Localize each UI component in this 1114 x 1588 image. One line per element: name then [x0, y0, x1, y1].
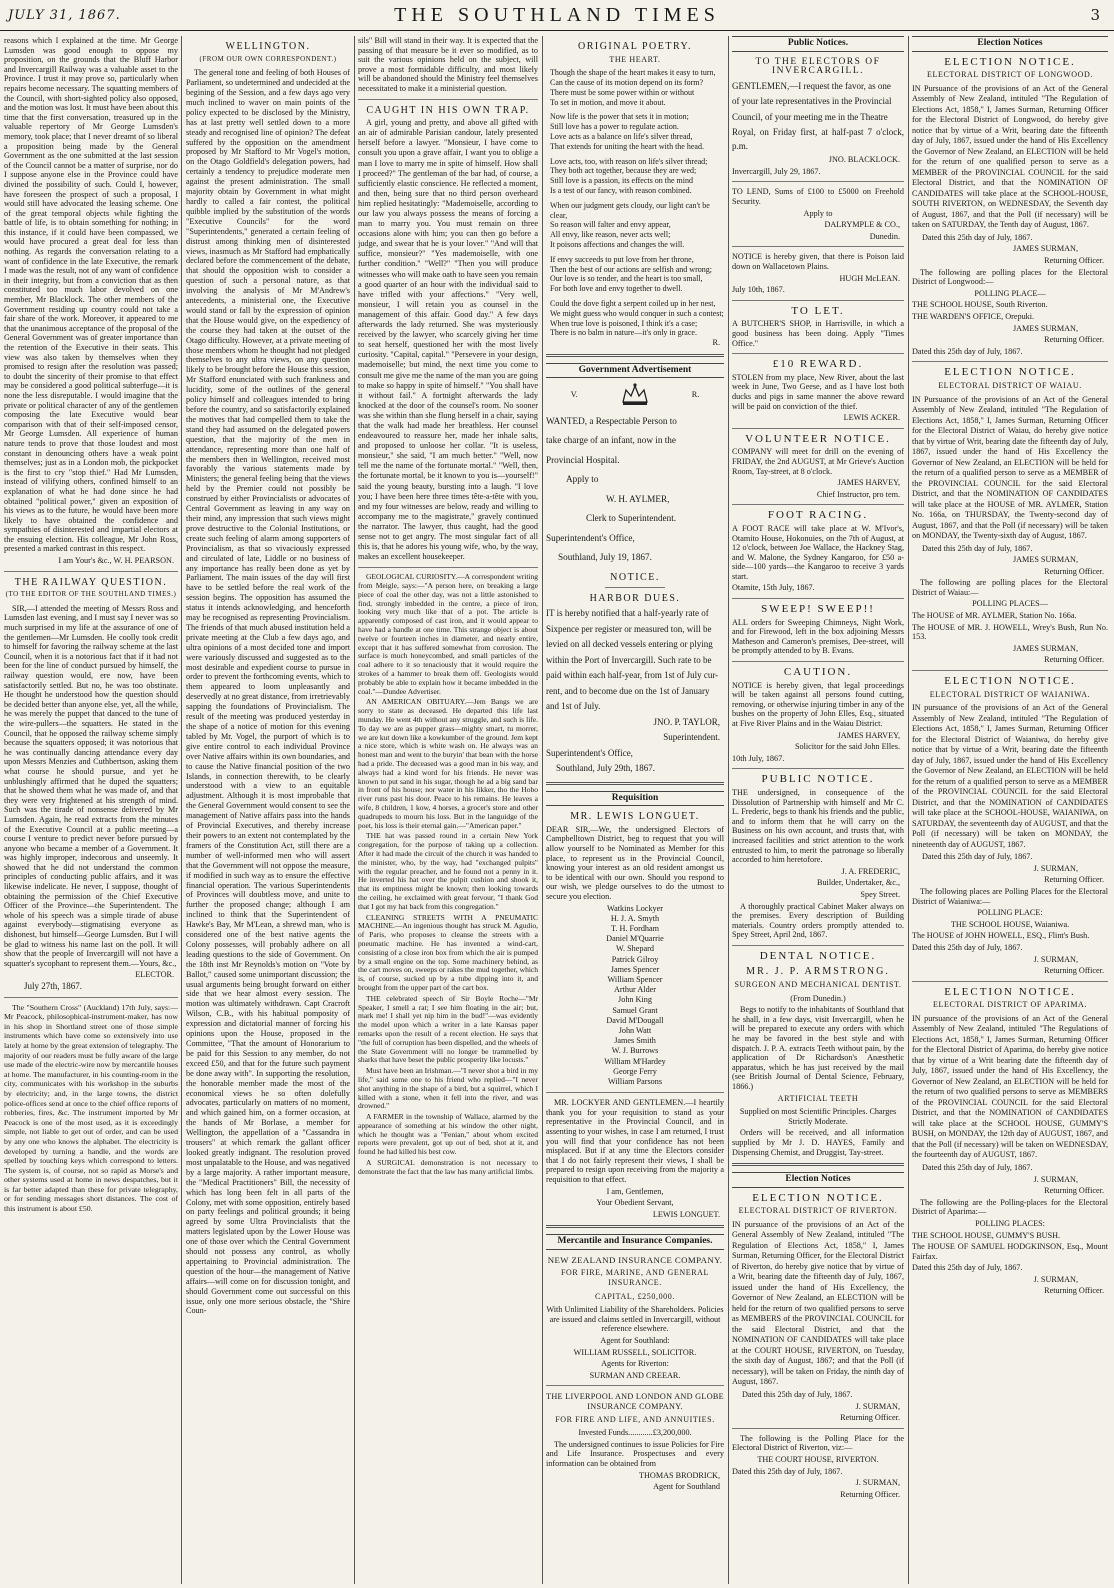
poem-line: When true love is poisoned, I think it's a case; — [550, 318, 698, 328]
notice-heading: NOTICE. — [610, 571, 660, 583]
column-3 — [358, 36, 538, 1584]
poem-line: So reason will falter and envy appear, — [550, 220, 671, 230]
waiau-date: Dated this 25th day of July, 1867. — [922, 543, 1033, 553]
waiau-subheading: ELECTORAL DISTRICT OF WAIAU. — [938, 380, 1082, 390]
requisition-band: Requisition — [546, 791, 724, 807]
signatory-name: T. H. Fordham — [610, 923, 660, 933]
crown-emblem-icon — [620, 382, 650, 409]
letter-pearson: reasons which I explained at the time. Mr George Lumsden was good enough to oppose my proposition, on the grounds that the Bluff Harbor and Invercargill Railway was a valuable asset to the Province. I trust it may prove so, particularly when repairs become necessary. The squatting members of the Council, with short-sighted policy also opposed, and the motion was lost. It must have been about this time that the first conversation, treasured up in the valuable repertory of Mr George Lumsden's memory, took place; that I never dreamt of so liberal a proposition being made by the General Government as the one submitted at the last session of the Council cannot be a matter of surprise, nor do I suppose anyone else in the Province could have divined the possibility of such. Could I, however, have foreseen the prospect of such a proposal, I would still have advocated the leasing scheme. One of the great temporal objects while fighting the battle of life, is to obtain something for nothing; in this instance, if it could have been compassed, we would have procured a great deal for less than nothing. As regards the conversation relating to a want of confidence in the late Executive, the remark I made was the result, not of any want of confidence in their integrity, but from a conviction that as then constituted too much labor devolved on one member, Mr Blacklock. The other members of the Government residing up country could not take a fair share of the work. Moreover, it appeared to me that the unanimous acceptance of the proposal of the General Government was of greater importance than the retention of the Executive in their seats. This view was also taken by themselves when they promised to resign after the resolution was passed; to doubt the sincerity of their promise to that effect may be considered a good political subterfuge—it is none the less disreputable. I would imagine that the private or political character of any of the gentlemen composing the late Executive would bear comparison with that of their self-imposed censor, Mr George Lumsden. All experience of human nature tends to prove that those loudest and most constant in denouncing others have a weak point themselves; just as in a London mob, the pickpocket is the first to cry "stop thief." Had Mr Lumsden, instead of vilifying others, confined himself to an explanation of what he had done since he had obtained "political power," given an exposition of his views as to the future, he would have been more likely to have obtained the confidence and sympathies of disinterested and impartial electors at the ensuing election. His colleague, Mr John Ross, presented a marked contrast in this respect. — [4, 36, 178, 554]
waianiwa-heading: ELECTION NOTICE. — [944, 675, 1076, 688]
wanted-line: WANTED, a Respectable Person to — [546, 415, 677, 426]
trap-story: A girl, young and pretty, and above all gifted with an air of admirable Parisian candour, lately presented herself before a lawyer. "Monsieur, I have come to consult you upon a grave affair, I want you to oblige a man I love to marry me in spite of himself. How shall I proceed?" The gentleman of the bar had, of course, a sufficiently elastic conscience. He reflected a moment, and then, being sure that no third person overheard him replied hesitatingly: "Mademoiselle, according to our law you always possess the means of forcing a man to marry you. You must remain on three occasions alone with him; you can then go before a judge, and swear that he is your lover." "And will that suffice, monsieur?" "Yes mademoiselle, with one further condition." "Well?" "Then you will produce witnesses who will make oath to have seen you remain a good quarter of an hour with the individual said to have trifled with your affections." "Very well, monsieur, I will retain you as counsel in the management of this affair. Good day." A few days afterwards the lady returned. She was mysteriously received by the lawyer, who scarcely giving her time to seat herself, questioned her with the most lively curiosity. "Capital, capital." "Persevere in your design, mademoiselle; but mind, the next time you come to consult me give me the name of the man you are going to make so happy in spite of himself." "You shall have it without fail." A fortnight afterwards the lady knocked at the door of the counsel's room. No sooner was she within than she flung herself in a chair, saying that the walk had made her breathless. Her counsel endeavoured to reassure her, made her inhale salts, and proposed to unloose her collar. "It is useless, monsieur," she said, "I am much better." "Well, now tell me the name of the fortunate mortal." "Well, then, the fortunate mortal, be it known to you is—yourself!" said the young beauty, bursting into a laugh. "I love you; I have been here three times tête-a-tête with you, and my four witnesses are below, ready and willing to accompany me to the magistrate," gravely continued the narrator. The lawyer, thus caught, had the good sense not to get angry. The most singular fact of all this is, that he adores his young wife, who, by the way, makes an excellent housekeeper. — [358, 118, 538, 562]
election-notices-band: Election Notices — [732, 1172, 904, 1188]
riverton-heading: ELECTION NOTICE. — [752, 1191, 884, 1204]
poem-line: That extends for uniting the heart with the head. — [550, 141, 704, 151]
artificial-teeth-sub: Supplied on most Scientific Principles. Charges Strictly Moderate. — [739, 1107, 897, 1126]
wanted-signature: Clerk to Superintendent. — [586, 513, 677, 524]
southern-cross-article: The "Southern Cross" (Auckland) 17th July, says:—Mr Peacock, philosophical-instrument-maker, has now in his shop in Shortland street one of those simple instruments which have come so extensively into use lately at home by the great extension of telegraphy. The majority of our readers must be fully aware of the large use made of the electric-wire now by mercantile houses at home. The manufacturer, in his counting-room in the city, communicates with his workshop in the suburbs by electricity; and, in the large towns, the district police-offices send at once to the chief office reports of robberies, fires, &c. The instrument imported by Mr Peacock is one of the most used, as it is exceedingly simple, not liable to get out of order, and can be used by any one who knows the alphabet. The electricity is developed by turning a handle, and the words are spelled by touching keys which correspond to letters. The system is, of course, not so rapid as Morse's and other systems used at home in news despatches, but it is far better adapted than these for private telegraphy, or for sending messages short distances. The cost of this instrument is about £50. — [4, 1002, 178, 1214]
volunteer-title: Chief Instructor, pro tem. — [816, 489, 900, 499]
artificial-teeth-heading: ARTIFICIAL TEETH — [777, 1093, 859, 1103]
poem-line: Is a test of our fancy, with reason combined. — [550, 185, 692, 195]
waianiwa-date: Dated this 25th day of July, 1867. — [922, 852, 1033, 862]
riverton-poll-title: Returning Officer. — [840, 1489, 900, 1499]
poison-signature: HUGH McLEAN. — [839, 273, 900, 283]
signatory-name: John King — [618, 995, 652, 1005]
sweep-body: ALL orders for Sweeping Chimneys, Night Work, and for Firewood, left in the box adjoining Messrs Matheson and Cameron's premises, Dee-street, will be promptly attended to by B. Evans. — [732, 617, 904, 656]
column-rule — [354, 36, 355, 1584]
aparima-poll-heading: POLLING PLACES: — [975, 1218, 1045, 1228]
riverton-date: Dated this 25th day of July, 1867. — [742, 1389, 853, 1399]
public-notice-body: THE undersigned, in consequence of the Dissolution of Partnership with himself and Mr C. L. Frederic, begs to thank his friends and the public, and to inform them that he will carry on the Business on his own account, and trusts that, with increased facilities and strict attention to the work entrusted to him, to merit the patronage so liberally accorded to him heretofore. — [732, 787, 904, 865]
blacklock-line: of your late representatives in the Provincial — [732, 96, 892, 107]
harbor-dues-heading: HARBOR DUES. — [589, 593, 681, 605]
wallace-farmer: A FARMER in the township of Wallace, alarmed by the appearance of something at his window the other night, which he thought was a "Fenian," about whom excited reports were prevalent, got up out of bed, shot at it, and found he had killed his best cow. — [358, 1112, 538, 1157]
signatory-name: W. Shepard — [616, 944, 654, 954]
reward-heading: £10 REWARD. — [772, 358, 864, 371]
nz-agent: Agents for Riverton: — [601, 1359, 669, 1369]
waiau-body: IN Pursuance of the provisions of an Act of the General Assembly of New Zealand, intituled "The Regulation of Elections Act, 1858," I, James Surman, Returning Officer for the Electoral District of Waiau, do hereby give notice that by virtue of Writ, bearing date the fifteenth day of July, 1867, issued under the hand of His Excellency the Governor of New Zealand, an ELECTION will be held for the return of a qualified person to serve as a MEMBER of the PROVINCIAL COUNCIL for the said Electoral District, and that the NOMINATION OF CANDIDATES will take place at the HOUSE of MR. AYLMER, Station No. 166a, on THURSDAY, the Twenty-second day of August, 1867, and that the Poll (if necessary) will be taken on MONDAY, the Twenty-sixth day of August, 1867. — [912, 394, 1108, 540]
reward-body: STOLEN from my place, New River, about the last week in June, Two Geese, and as I have lost both ducks and pigs in same manner the above reward will be paid on conviction of the thief. — [732, 372, 904, 411]
poem-line: Now life is the power that sets it in motion; — [550, 112, 689, 122]
signatory-name: John Watt — [618, 1025, 652, 1035]
liverpool-signature-title: Agent for Southland — [653, 1482, 720, 1492]
sweep-heading: SWEEP! SWEEP!! — [761, 603, 875, 616]
signatory-name: James Spencer — [610, 964, 660, 974]
railway-date: July 27th, 1867. — [24, 981, 83, 991]
waiau-poll-signature: JAMES SURMAN, — [1012, 643, 1078, 653]
aparima-heading: ELECTION NOTICE. — [944, 985, 1076, 998]
railway-letter: SIR,—I attended the meeting of Messrs Ross and Lumsden last evening, and I must say I never was so much surprised in my life at the assurance of one of the gentlemen—Mr Lumsden. He coolly took credit to himself for favoring the railway scheme at the last Council, when it is a notorious fact that if it had not been for the line of conduct pursued by himself, the railway question would, ere now, have been satisfactorily settled. But no, he was too obstinate. He thought he understood how the question should be decided better than anyone else, yet, all the while, he was merely the puppet that danced to the tune of the wire-pullers—the squatters. He stated in the Council, that he opposed the railway scheme simply because the squatters opposed; it was notorious that he was continually dancing attendance every day upon Messrs Menzies and Cuthbertson, asking them what course he should pursue, and yet he unblushingly affirmed that he duped the squatters; that he showed them what he was made of, and that they were very frightened at his strength of mind. Such was the tirade of nonsense delivered by Mr Lumsden. Again, he read extracts from the minutes of the Executive Council at a public meeting—a course I venture to predict never before pursued by anyone who became a member of a Government. It was highly improper, indecorous and unseemly. It showed that he did not understand the common principles of conducting public affairs, and it was likewise indelicate. He never, I suppose, thought of obtaining the permission of the Chief Executive Officer of the Province—the Superintendent. The whole of his speech was a simple tirade of abuse against everybody—stigmatising everyone as dishonest, but himself—George Lumsden. But I will be glad to witness his name last on the poll. It will show that the people of Invercargill will not have a squatter's sycophant to represent them.—Yours, &c., — [4, 603, 178, 968]
poem-line: Still love is a passion, its effects on the mind — [550, 176, 693, 186]
dental-title: SURGEON AND MECHANICAL DENTIST. — [734, 980, 902, 990]
signatories-list — [546, 904, 724, 1088]
artificial-teeth-body: Orders will be received, and all information supplied by Mr J. D. HAYES, Family and Dispensing Chemist, and Druggist, Tay-street. — [732, 1128, 904, 1157]
to-let-body: A BUTCHER'S SHOP, in Harrisville, in which a good business has been doing. Apply "Times Office." — [732, 319, 904, 348]
caution-heading: CAUTION. — [783, 666, 853, 679]
poem-line: Love acts, too, with reason on life's silver thread; — [550, 156, 708, 166]
blacklock-date: Invercargill, July 29, 1867. — [732, 166, 821, 176]
harbor-line: rent, and to become due on the 1st of January — [546, 685, 710, 696]
volunteer-heading: VOLUNTEER NOTICE. — [745, 432, 891, 445]
wellington-continued: sils" Bill will stand in their way. It is expected that the passing of that measure be it ever so modified, as to suit the various opinions held on the subject, will prove a most formidable difficulty, and most likely will be abandoned should the Ministry feel themselves necessitated to make it a ministerial question. — [358, 36, 538, 93]
signatory-name: William Parsons — [607, 1076, 663, 1086]
signatory-name: Daniel M'Quarrie — [606, 934, 664, 944]
poem-body — [546, 68, 724, 338]
longwood-signature: JAMES SURMAN, — [1012, 244, 1078, 254]
harbor-date: Southland, July 29th, 1867. — [556, 763, 656, 774]
aparima-signature: J. SURMAN, — [1033, 1174, 1078, 1184]
waianiwa-poll-date: Dated this 25th day of July, 1867. — [912, 942, 1023, 952]
waiau-poll-title: Returning Officer. — [1044, 655, 1104, 665]
waianiwa-poll-place: THE SCHOOL HOUSE, Waianiwa. — [950, 919, 1070, 929]
mercantile-band: Mercantile and Insurance Companies. — [546, 1234, 724, 1250]
signatory-name: William M'Hardey — [604, 1056, 666, 1066]
wanted-line: take charge of an infant, now in the — [546, 435, 676, 446]
longwood-body: IN Pursuance of the provisions of an Act of the General Assembly of New Zealand, intituled "The Regulation of Elections Act, 1858," I, James Surman, Returning Officer for the Electoral District of Longwood, do hereby give notice that by virtue of a Writ, bearing date the fifteenth day of July, 1867, issued under the hand of His Excellency the Governor of New Zealand, an ELECTION will be held for the return of one qualified person to serve as a MEMBER of the PROVINCIAL COUNCIL for the said Electoral District, and that the NOMINATION OF CANDIDATES will take place at the SCHOOL-HOUSE, SOUTH RIVERTON, on WEDNESDAY, the Seventh day of August, 1867, and that the Poll (if necessary) will be taken on SATURDAY, the Tenth day of August, 1867. — [912, 83, 1108, 230]
poem-line: Still love has a power to regulate action. — [550, 122, 679, 132]
election-notices-band: Election Notices — [912, 36, 1108, 52]
newspaper-title: THE SOUTHLAND TIMES — [394, 4, 720, 26]
aparima-poll-date: Dated this 25th day of July, 1867. — [912, 1263, 1023, 1273]
longwood-date: Dated this 25th day of July, 1867. — [922, 232, 1033, 242]
longwood-poll-place: THE WARDEN'S OFFICE, Orepuki. — [912, 311, 1035, 321]
waianiwa-poll-signature: J. SURMAN, — [1033, 954, 1078, 964]
harbor-line: IT is hereby notified that a half-yearly rate of — [546, 608, 709, 619]
waianiwa-poll: The following places are Polling Places for the Electoral District of Waianiwa:— — [912, 887, 1108, 906]
column-4 — [546, 36, 724, 1584]
poem-line: If envy succeeds to put love from her throne, — [550, 254, 694, 264]
riverton-poll-date: Dated this 25th day of July, 1867. — [732, 1466, 843, 1476]
poem-line: They both act together, because they are wed; — [550, 166, 697, 176]
longuet-reply-signature: LEWIS LONGUET. — [652, 1209, 720, 1219]
harbor-line: paid within each half-year, from 1st of July cur- — [546, 670, 719, 681]
nz-insurance-heading: NEW ZEALAND INSURANCE COMPANY. — [547, 1254, 723, 1265]
poison-date: July 10th, 1867. — [732, 285, 785, 295]
column-rule — [728, 36, 729, 1584]
poem-line: There must be some power within or without — [550, 87, 695, 97]
waianiwa-subheading: ELECTORAL DISTRICT OF WAIANIWA. — [929, 689, 1091, 699]
aparima-poll: The following are the Polling-places for the Electoral District of Aparima:— — [912, 1197, 1108, 1217]
waianiwa-poll-title: Returning Officer. — [1044, 966, 1104, 976]
longuet-requisition: DEAR SIR,—We, the undersigned Electors of Campbelltown District, beg to request that you will allow yourself to be Nominated as Member for this place, to represent us in the Provincial Council, knowing your interest as an old resident amongst us to be identical with our own. Should you respond to our wish, we pledge ourselves to do the utmost to secure you election. — [546, 824, 724, 901]
longuet-reply: MR. LOCKYER AND GENTLEMEN.—I heartily thank you for your requisition to stand as your representative in the Provincial Council, and in assenting to your wishes, in case I am returned, I trust you will find that your confidence has not been misplaced. But if at any time the Electors consider that I do not fairly represent their views, I shall be prepared to resign upon receiving from the majority a requisition to that effect. — [546, 1098, 724, 1184]
aparima-poll-title: Returning Officer. — [1044, 1286, 1104, 1296]
wanted-line: Apply to — [566, 474, 599, 485]
signatory-name: Watkins Lockyer — [607, 903, 663, 913]
signatory-name: W. J. Burrows — [611, 1046, 659, 1056]
poem-line: We might guess who would conquer in such a contest; — [550, 308, 724, 318]
poem-line: It poisons affections and changes the will. — [550, 239, 685, 249]
harbor-signature-title: Superintendent. — [663, 732, 720, 743]
nz-insurance-sub: FOR FIRE, MARINE, AND GENERAL INSURANCE. — [560, 1268, 710, 1288]
dental-name: MR. J. P. ARMSTRONG. — [746, 966, 890, 978]
poem-line: Can the cause of its motion depend on its form? — [550, 77, 704, 87]
aparima-date: Dated this 25th day of July, 1867. — [922, 1162, 1033, 1172]
riverton-title: Returning Officer. — [840, 1413, 900, 1423]
frederic-title: Builder, Undertaker, &c., — [816, 878, 900, 888]
railway-signature: ELECTOR. — [135, 970, 174, 980]
poem-line: Our love is so tender, and the heart is too small, — [550, 274, 703, 284]
waiau-heading: ELECTION NOTICE. — [944, 366, 1076, 379]
blacklock-line: Council, of your meeting me in the Theatre — [732, 111, 888, 122]
poem-line: For both love and envy together to dwell. — [550, 284, 683, 294]
wanted-date: Southland, July 19, 1867. — [558, 552, 652, 563]
harbor-line: Sixpence per register or measured ton, will be — [546, 623, 712, 634]
to-lend-apply: Apply to — [803, 208, 833, 218]
wanted-line: Provincial Hospital. — [546, 454, 620, 465]
signatory-name: David M'Dougall — [606, 1015, 664, 1025]
column-rule — [181, 36, 182, 1584]
waianiwa-poll-place: The HOUSE of JOHN HOWELL, ESQ., Flint's Bush. — [912, 931, 1090, 941]
column-rule — [542, 36, 543, 1584]
harbor-signature: JNO. P. TAYLOR, — [653, 716, 720, 727]
signatory-name: William Spencer — [607, 974, 663, 984]
to-let-heading: TO LET. — [791, 304, 845, 317]
column-5 — [732, 36, 904, 1584]
signatory-name: James Smith — [614, 1036, 656, 1046]
riverton-body: IN pursuance of the provisions of an Act of the General Assembly of New Zealand, intituled "The Regulation of Elections Act, 1858," I, James Surman, Returning Officer, for the Electoral District of Riverton, do hereby give notice that by virtue of a Writ, bearing date the fifteenth day of July, 1867, issued under the hand of His Excellency, the Governor of New Zealand, an ELECTION will be held for the return of two qualified persons to serve as MEMBERS of the PROVINCIAL COUNCIL for the said Electoral District, and that the NOMINATION OF CANDIDATES will take place at the COURT HOUSE, RIVERTON, on Tuesday, the sixth day of August, 1867; and that the Poll (if necessary), will be taken on Friday, the ninth day of August, 1867. — [732, 1219, 904, 1387]
signatory-name: George Ferry — [613, 1066, 657, 1076]
boyle-roche: THE celebrated speech of Sir Boyle Roche—"Mr Speaker, I smell a rat; I see him floating in the air; but, mark me! I shall yet nip him in the bud!"—was evidently the model upon which a writer in a late Kansas paper remarks upon the result of a recent election. He says that "the full of corruption has been dispelled, and the wheels of the State Government will no longer be trammelled by sharks that have beset the public prosperity like locusts." — [358, 993, 538, 1065]
wanted-office: Superintendent's Office, — [546, 532, 635, 543]
to-lend: TO LEND, Sums of £100 to £5000 on Freehold Security. — [732, 187, 904, 207]
page-number: 3 — [1090, 6, 1100, 24]
poem-line: To set in motion, and move it about. — [550, 97, 666, 107]
dental-body: Begs to notify to the inhabitants of Southland that he shall, in a few days, visit Invercargill, when he will be prepared to execute any orders with which he may be favored in the best style and with dispatch. J. P. A. extracts Teeth without pain, by the application of Dr Richardson's Anæsthetic apparatus, which he has just received by the mail (see British Journal of Dental Science, February, 1866.) — [732, 1005, 904, 1091]
railway-subheading: (TO THE EDITOR OF THE SOUTHLAND TIMES.) — [5, 590, 177, 599]
liverpool-funds: Invested Funds............£3,200,000. — [578, 1428, 692, 1438]
american-obituary: AN AMERICAN OBITUARY.—Jem Bangs we are sorry to state as deceased. He departed this life last munday. He went 4th without any struggle, and such is life. To day we are as pupper grass—mighty smart, tu morrer, we are kut down like a kowkumber of the ground. Jem kept a nice store, which is white wash on. He always was an honest man and went to the buryin' that bean with the horse had a pride. The deceased was a good man in his way, and always had a kind word for his friends. He never was known to put sand in his sugar, though he ad a big sand bar in front of his house; nor water in his likker, tho the Hobo river runs past his door. Peace to his remains. He leaves a wife, 8 children, 1 kow, 4 horses, a grocer's store and other quadrupeds to mourn his loss. But in the languidge of the poet, his loss is their eternal gain.—"American paper." — [358, 697, 538, 830]
poem-line: Though the shape of the heart makes it easy to turn, — [550, 68, 716, 78]
poem-line: Could the dove fight a serpent coiled up in her nest, — [550, 298, 716, 308]
cypher-r: R. — [691, 390, 700, 400]
waianiwa-signature: J. SURMAN, — [1033, 863, 1078, 873]
waiau-poll-place: The HOUSE of MR. AYLMER, Station No. 166a. — [912, 611, 1077, 621]
aparima-poll-place: The HOUSE OF SAMUEL HODGKINSON, Esq., Mount Fairfax. — [912, 1242, 1108, 1261]
poem-line: Love acts as a balance on life's silver thread, — [550, 131, 693, 141]
poem-line: All envy, like reason, never acts well; — [550, 230, 671, 240]
signatory-name: Patrick Gilroy — [611, 954, 659, 964]
surgical-demonstration: A SURGICAL demonstration is not necessary to demonstrate the fact that the law has many artificial limbs. — [358, 1158, 538, 1176]
aparima-poll-signature: J. SURMAN, — [1033, 1274, 1078, 1284]
harbor-line: levied on all decked vessels entering or plying — [546, 639, 713, 650]
wellington-heading: WELLINGTON. — [225, 41, 311, 52]
waiau-poll: The following are polling places for the Electoral District of Waiau:— — [912, 578, 1108, 597]
liverpool-heading: THE LIVERPOOL AND LONDON AND GLOBE INSURANCE COMPANY. — [546, 1392, 724, 1412]
cypher-v: V. — [570, 390, 578, 400]
hat-collection: THE hat was passed round in a certain New York congregation, for the purpose of taking up a collection. After it had made the circuit of the church it was handed to the minister, who, by the way, had "exchanged pulpits" with the regular preacher, and he found not a penny in it. He inverted his hat over the pulpit cushion and shook it, that its emptiness might be known; then looking towards the ceiling, he exclaimed with great fervour, "I thank God that I got my hat back from this congregation." — [358, 831, 538, 911]
aparima-title: Returning Officer. — [1044, 1186, 1104, 1196]
aparima-poll-place: THE SCHOOL HOUSE, GUMMY'S BUSH. — [912, 1230, 1061, 1240]
poison-notice: NOTICE is hereby given, that there is Poison laid down on Wallacetown Plains. — [732, 252, 904, 272]
caution-title: Solicitor for the said John Elles. — [794, 742, 900, 752]
poetry-heading: ORIGINAL POETRY. — [577, 41, 692, 52]
to-lend-place: Dunedin. — [869, 231, 900, 241]
foot-racing-date: Otamite, 15th July, 1867. — [732, 583, 815, 593]
volunteer-signature: JAMES HARVEY, — [837, 478, 900, 488]
signatory-name: H. J. A. Smyth — [610, 913, 660, 923]
foot-racing-body: A FOOT RACE will take place at W. M'Ivor's, Otamito House, Hokonuies, on the 7th of August, at 12 o'clock, between Joe Wallace, the Hackney Stag, and W. Malone, the Sydney Kangaroo, for £50 a-side—100 yards—the Kangaroo to receive 3 yards start. — [732, 523, 904, 581]
volunteer-body: COMPANY will meet for drill on the evening of FRIDAY, the 2nd AUGUST, at Mr Grieve's Auction Room, Tay-street, at 8 o'clock. — [732, 447, 904, 476]
blacklock-line: Royal, on Friday first, at half-past 7 o'clock, p.m. — [732, 127, 904, 151]
longwood-heading: ELECTION NOTICE. — [944, 55, 1076, 68]
longwood-poll-place: THE SCHOOL HOUSE, South Riverton. — [912, 300, 1048, 310]
longuet-reply-closing: I am, Gentlemen, — [606, 1186, 664, 1196]
poem-signature: R. — [712, 338, 720, 348]
column-rule — [908, 36, 909, 1584]
nz-insurance-body: With Unlimited Liability of the Shareholders. Policies are issued and claims settled in Invercargill, without reference elsewhere. — [546, 1305, 724, 1334]
harbor-line: and 1st of July. — [546, 701, 601, 712]
liverpool-body: The undersigned continues to issue Policies for Fire and Life Insurance. Prospectuses and every information can be obtained from — [546, 1439, 724, 1468]
aparima-subheading: ELECTORAL DISTRICT OF APARIMA. — [932, 1000, 1088, 1010]
longwood-poll-signature: JAMES SURMAN, — [1012, 323, 1078, 333]
wanted-signature: W. H. AYLMER, — [606, 493, 670, 504]
harbor-line: within the Port of Invercargill. Such rate to be — [546, 654, 712, 665]
nz-agent: WILLIAM RUSSELL, SOLICITOR. — [573, 1347, 697, 1357]
waiau-poll-heading: POLLING PLACES— — [972, 599, 1048, 609]
blacklock-signature: JNO. BLACKLOCK. — [828, 155, 900, 165]
column-6 — [912, 36, 1108, 1584]
trap-heading: CAUGHT IN HIS OWN TRAP. — [366, 104, 530, 116]
poem-line: There is no balm in nature—it's only in grace. — [550, 328, 697, 338]
caution-body: NOTICE is hereby given, that legal proceedings will be taken against all persons found cutting, removing, or otherwise injuring timber in any of the bushes on the property of John Elles, Esq., situated at Five River Plains and in the Waiau District. — [732, 680, 904, 728]
waianiwa-poll-heading: POLLING PLACE: — [977, 908, 1043, 918]
pneumatic-machine: CLEANING STREETS WITH A PNEUMATIC MACHINE.—An ingenious thought has struck M. Agudio, of Paris, who proposes to cleanse the streets with a pneumatic machine. He has invented a wind-cart, consisting of a close iron box from which the air is pumped by a small engine on the top. Some machinery behind, as the cart moves on, sweeps or rakes the mud together, which is, of course, sucked up by a tube dipping into it, and brought from the upper part of the cart box. — [358, 912, 538, 992]
caution-date: 10th July, 1867. — [732, 753, 785, 763]
cabinet-maker: A thoroughly practical Cabinet Maker always on the premises. Every description of Building materials. Country orders promptly attended to. Spey Street, April 2nd, 1867. — [732, 901, 904, 940]
signatory-name: Arthur Alder — [613, 985, 657, 995]
longwood-subheading: ELECTORAL DISTRICT OF LONGWOOD. — [926, 70, 1093, 80]
signatory-name: Samuel Grant — [612, 1005, 658, 1015]
longwood-poll: The following are polling places for the Electoral District of Longwood:— — [912, 267, 1108, 287]
liverpool-signature: THOMAS BRODRICK, — [639, 1470, 720, 1480]
dental-from: (From Dunedin.) — [790, 993, 846, 1003]
caution-signature: JAMES HARVEY, — [837, 730, 900, 740]
waianiwa-title: Returning Officer. — [1044, 875, 1104, 885]
poem-line: When our judgment gets cloudy, our light can't be clear, — [550, 200, 710, 220]
to-lend-signature: DALRYMPLE & CO., — [824, 220, 900, 230]
dental-heading: DENTAL NOTICE. — [759, 949, 877, 962]
waiau-title: Returning Officer. — [1044, 566, 1104, 576]
riverton-signature: J. SURMAN, — [855, 1401, 900, 1411]
waiau-signature: JAMES SURMAN, — [1012, 555, 1078, 565]
riverton-poll-place: THE COURT HOUSE, RIVERTON. — [757, 1454, 879, 1464]
irishman: Must have been an Irishman.—"I never shot a bird in my life," said some one to his friend who replied—"I never shot anything in the shape of a bird, but a squirrel, which I killed with a stone, when it fell into the river, and was drowned." — [358, 1066, 538, 1111]
longwood-poll-date: Dated this 25th day of July, 1867. — [912, 346, 1023, 356]
riverton-poll: The following is the Polling Place for the Electoral District of Riverton, viz:— — [732, 1433, 904, 1453]
railway-heading: THE RAILWAY QUESTION. — [14, 576, 168, 588]
column-2 — [186, 36, 350, 1584]
government-advertisement-band: Government Advertisement — [546, 363, 724, 379]
liverpool-sub: FOR FIRE AND LIFE, AND ANNUITIES. — [555, 1414, 715, 1424]
riverton-subheading: ELECTORAL DISTRICT OF RIVERTON. — [738, 1206, 898, 1216]
waiau-poll-place: The HOUSE of MR. J. HOWELL, Wrey's Bush, Run No. 153. — [912, 622, 1108, 642]
blacklock-line: GENTLEMEN,—I request the favor, as one — [732, 80, 891, 91]
harbor-office: Superintendent's Office, — [546, 747, 633, 758]
masthead — [0, 0, 1114, 31]
longuet-heading: MR. LEWIS LONGUET. — [570, 811, 700, 823]
reward-signature: LEWIS ACKER. — [843, 413, 900, 423]
waianiwa-body: IN pursuance of the provisions of an Act of the General Assembly of New Zealand, intituled "The Regulation of Elections Act, 1858," I, James Surman, Returning Officer for the Electoral District of Waianiwa, do hereby give notice that by virtue of a Writ, bearing date the fifteenth day of July, 1867, issued under the hand of His Excellency the Governor of New Zealand, an ELECTION will be held for the return of a qualified person to serve as a MEMBER of the PROVINCIAL COUNCIL for the said Electoral District, and that the NOMINATION of CANDIDATES will take place at the SCHOOL-HOUSE, WAIANIWA, on SATURDAY, the seventeenth day of AUGUST, and that the Poll (if necessary) will be taken on MONDAY, the nineteenth day of AUGUST, 1867. — [912, 703, 1108, 849]
issue-date: JULY 31, 1867. — [8, 8, 121, 23]
nz-capital: CAPITAL, £250,000. — [595, 1291, 675, 1301]
nz-agent: SURMAN AND CREEAR. — [589, 1370, 681, 1380]
wellington-article: The general tone and feeling of both Houses of Parliament, so undetermined and undecided at the begining of the Session, and a few days ago very much inclined to waver on main points of the policy expected to be disclosed by the Ministry, has at last pretty well settled down to a more steady and recognised line of opinion? The defeat suffered by the opposition on the amendment proposed by Mr Stafford to Mr Vogel's motion, on the Otago Goldfield's delegation powers, had certainly a tendency to prejudice moderate men against the present administration. The small majority obtain by Government in what might hardly to called a fair contest, the political quibble implied by the substitution of the words "Executive Councils" for the word "Superintendents," generated a certain feeling of distrust among thinking men of disinterested views, inasmuch as Mr Stafford had emphatically declared before the commencement of the debate, that should the opposition wish to consider a question of such a personal nature, as that involving the analysis of Mr M'Andrew's antecedents, a ministerial one, the Executive would stand or fall by the expression of opinion that the House would give, on the expediency of the course they had taken at the outset of the Otago difficulty. However, at a private meeting of those members whom he thought had not pledged themselves to any ultra views, on any question likely to be brought before the House this session, Mr Stafford enunciated with such frankness and lucidity, some of the outlines of the general policy himself and colleagues intended to bring before the country, and so satisfactorily explained the motives that had compelled them to take the stand they had assumed on the delegated powers question, that the majority of the men in attendance, representing more than one half of the members then in Wellington, received most favorably the various statements made by Ministers; the general feeling being that the views held by the Premier could not possibly be construed by either Provincialists or advocates of Central Government as leaving in any way on their mind, any impression that such views might prove destructive to the Colonial Institutions, or create such feeling of alarm among supporters of Provincialism, as that so vivaciously expressed and circulated of late, Liddle or no business of any importance has really been done as yet by Parliament. The main issues of the day will first have to be settled before the real work of the session begins. The opposition has assumed the status it intends acknowledging, and henceforth may be recognised as representing Provincialism. The friends of that much abused institution held a private meeting at the Club a few days ago, and ultra opinions of a most decided tone and import were variously discussed and suggested as to the most desirable and expedient course to pursue in order to prevent the forthcoming events, which to them appeared to loom unpleasantly and deservedly at no great distance, from irretrievably sapping the foundations of Provincialism. The result of the meeting was produced yesterday in the shape of a notice of motion for this evening tabled by Mr. Vogel, the purport of which is to give entire control to each individual Province over Native affairs within its own boundaries, and to cause the Native financial position of the two Islands, in connection therewith, to be clearly understood with a view to an equitable adjustment. Although it is most improbable that the General Government would consent to see the management of Native affairs pass into the hands of Provincial Executives, and thereby increase their powers to an extent not contemplated by the framers of the Constitution Act, still there are a number of well-informed men who will assert that the Government will not oppose the measure, if modified in such way as to ensure the effective financial operation. The various Superintendents of Provinces will doubtless move, and unite to further the proposed change; although I am inclined to think that the Superintendent of Hawke's Bay, Mr M'Lean, a shrewd man, who is considered one of the best native agents the Colony possesses, will probably adhere on all leading questions to the side of Government. On the 18th inst Mr Reynolds's motion on "Vote by Ballot," caused some unimportant discussion; the usual arguments being brought forward on either side that we hear almost every session. The motion was ultimately withdrawn. Capt Cracroft Wilson, C.B., with his habitual pomposity of expression and dictatorial manner of forcing his opinions upon the House, proposed in the Committee, "That the amount of Honorarium to be paid for this Session to any member, do not exceed £50, and that for the future such payment be done away with". In supporting the resolution, the honorable member made the most of the economical views he so often dolefully advocates, particularly on matters of no moment, and which gained him, on a former occasion, at the hands of Mr Borlase, a member for Wellington, the appellation of a "Cassandra in trousers" at which remark the gallant officer looked greatly indignant. The resolution proved most unpalatable to the House, and was negatived by a large majority. A rather important measure, the "Medical Practitioners" Bill, the necessity of which has long been felt in all parts of the Colony, met with some opposition, entirely based on party feelings and political grounds; it being agreed by some Ultra Provincialists that the matters legislated upon by the Lower House was one of those over which the Central Government should not possess any control, as wholly appertaining to Provincial administration. The question of the hour—the management of Native affairs—will come on for discussion tonight, and should Government come out successful on this issue, only one more serious obstacle, the "Shire Coun- — [186, 68, 350, 1316]
geological-curiosity: GEOLOGICAL CURIOSITY.—A correspondent writing from Meigle, says:—"A person here, on breaking a large piece of coal the other day, was not a little astonished to find, strongly imbedded in the centre, a piece of iron, looking very much like that of a pot. The article is apparently composed of cast iron, and it would appear to have had a handle at one time. This strange object is about twelve or fourteen inches in diameter, and nearly entire, except that it has suffered somewhat from corrosion. The surface is much honeycombed, and small particles of the coal adhere to it so tenaciously that it would require the strokes of a hammer to break them off. Geologists would probably be able to explain how it became imbedded in the coal."—Dundee Advertiser. — [358, 572, 538, 696]
wellington-subheading: (FROM OUR OWN CORRESPONDENT.) — [199, 54, 337, 63]
aparima-body: IN pursuance of the provisions of an Act of the General Assembly of New Zealand, intituled "The Regulations of Elections Act, 1858," I, James Surman, Returning Officer for the Electoral District of Aparima, do hereby give notice that by virtue of a Writ bearing date the fifteenth day of July, 1867, issued under the hand of His Excellency, the Governor of New Zealand, an ELECTION will be held for the return of two qualified persons to serve as MEMBERS of the PROVINCIAL COUNCIL for the said Electoral District, and that the NOMINATION of CANDIDATES will take place at the SCHOOL HOUSE, GUMMY'S BUSH, on MONDAY, the 12th day of AUGUST, 1867, and that the Poll (if necessary) will be taken on WEDNESDAY, the fourteenth day of AUGUST, 1867. — [912, 1013, 1108, 1160]
letter-signature: I am Your's &c., W. H. PEARSON. — [58, 556, 174, 566]
poem-line: Then the best of our actions are selfish and wrong; — [550, 264, 712, 274]
poem-title: THE HEART. — [609, 54, 661, 64]
nz-agent: Agent for Southland: — [600, 1336, 670, 1346]
foot-racing-heading: FOOT RACING. — [767, 509, 869, 522]
column-1 — [4, 36, 178, 1584]
royal-cypher — [546, 382, 724, 409]
public-notice-heading: PUBLIC NOTICE. — [761, 773, 875, 786]
invercargill-heading: TO THE ELECTORS OF INVERCARGILL. — [755, 56, 881, 77]
longuet-reply-closing: Your Obedient Servant, — [596, 1198, 674, 1208]
frederic-address: Spey Street. — [860, 889, 900, 899]
riverton-poll-signature: J. SURMAN, — [855, 1478, 900, 1488]
longwood-title: Returning Officer. — [1044, 255, 1104, 265]
longwood-poll-title: Returning Officer. — [1044, 335, 1104, 345]
public-notices-band: Public Notices. — [732, 36, 904, 52]
frederic-signature: J. A. FREDERIC, — [841, 866, 900, 876]
longwood-poll-heading: POLLING PLACE— — [974, 288, 1046, 298]
